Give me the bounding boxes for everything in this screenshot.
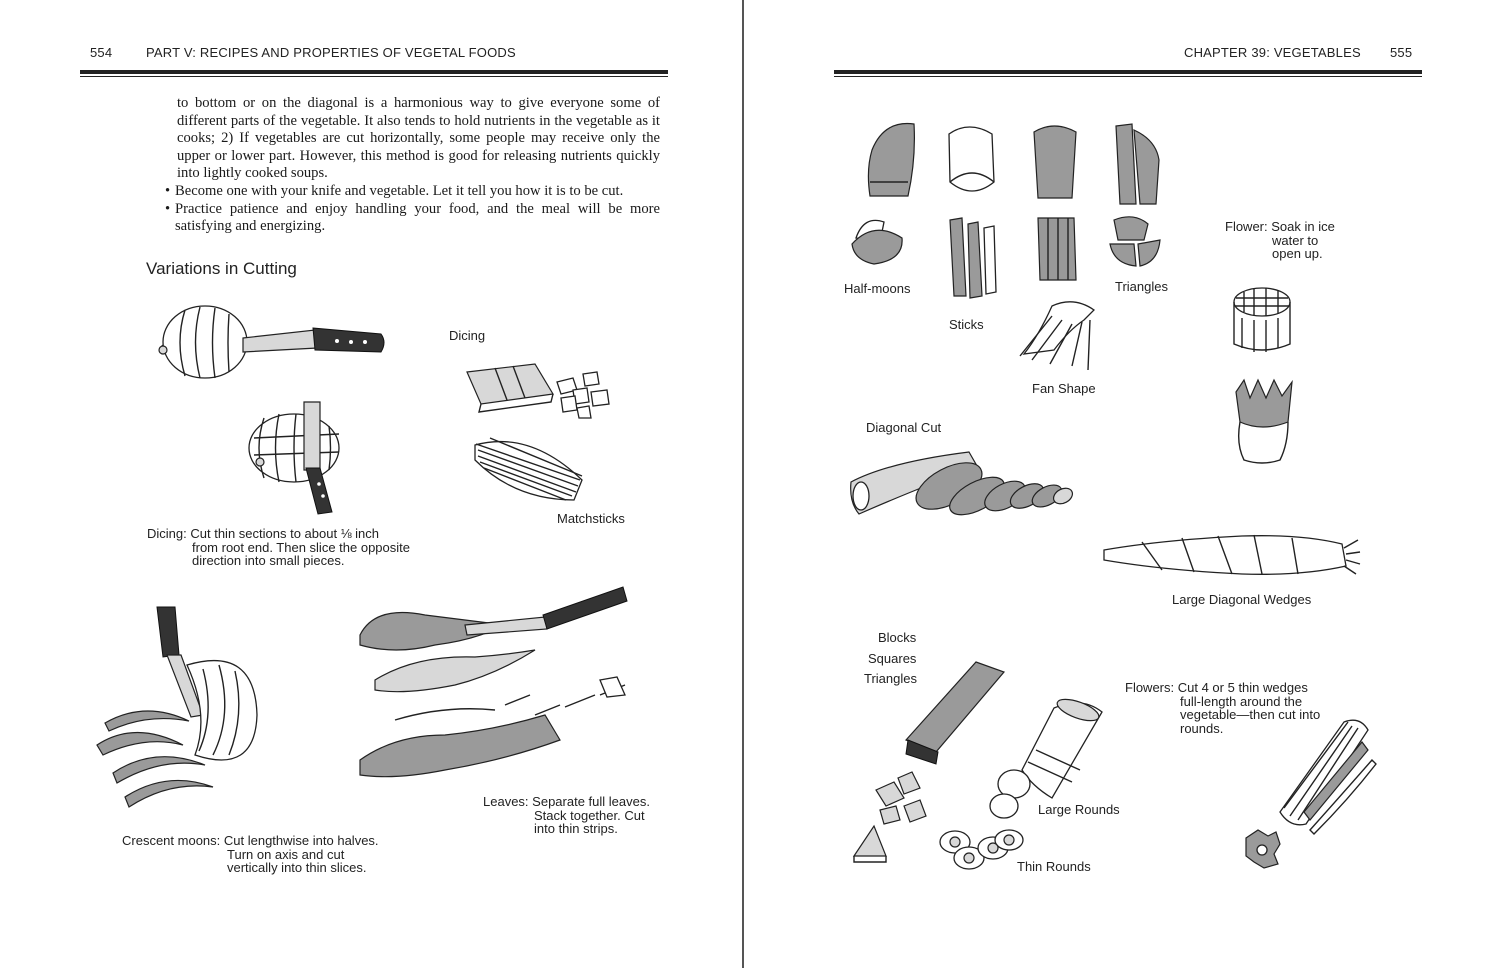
section-heading: Variations in Cutting	[146, 259, 297, 278]
flowers-rounds-illustration	[1244, 712, 1384, 872]
onion-dicing-illustration	[244, 400, 359, 515]
caption-line: Soak in ice	[1271, 219, 1335, 234]
caption-term: Dicing:	[147, 526, 187, 541]
label-sticks: Sticks	[949, 317, 984, 332]
caption-line: Separate full leaves.	[532, 794, 650, 809]
bullet-dot-icon: •	[165, 200, 171, 217]
running-head: CHAPTER 39: VEGETABLES	[1184, 45, 1361, 60]
caption-term: Leaves:	[483, 794, 529, 809]
caption-line: into thin strips.	[534, 821, 618, 836]
label-blocks: Blocks	[878, 630, 917, 645]
caption-term: Flower:	[1225, 219, 1268, 234]
leaves-illustration	[355, 585, 655, 785]
label-large-diagonal-wedges: Large Diagonal Wedges	[1172, 592, 1312, 607]
caption-line: open up.	[1272, 246, 1323, 261]
label-fan-shape: Fan Shape	[1032, 381, 1096, 396]
page-number: 555	[1390, 45, 1413, 60]
caption-line: from root end. Then slice the opposite	[192, 539, 410, 555]
flower-cut-illustration	[1222, 282, 1322, 464]
caption-dicing	[147, 527, 410, 568]
cut-shapes-illustration	[844, 120, 1174, 385]
diced-pieces-illustration	[465, 360, 615, 420]
label-squares: Squares	[868, 651, 917, 666]
label-half-moons: Half-moons	[844, 281, 911, 296]
onion-slicing-illustration	[155, 300, 390, 385]
label-diagonal-cut: Diagonal Cut	[866, 420, 942, 435]
caption-term: Crescent moons:	[122, 833, 221, 848]
running-head: PART V: RECIPES AND PROPERTIES OF VEGETAL FOODS	[146, 45, 516, 60]
header-rule	[80, 70, 668, 74]
header-rule-thin	[80, 76, 668, 77]
caption-line: Cut lengthwise into halves.	[223, 833, 379, 848]
header-rule	[834, 70, 1422, 74]
caption-flower	[1225, 220, 1335, 261]
diagonal-cut-illustration	[849, 452, 1074, 532]
body-text	[165, 95, 660, 236]
right-page	[744, 0, 1500, 968]
header-rule-thin	[834, 76, 1422, 77]
caption-term: Flowers:	[1125, 680, 1175, 695]
caption-line: direction into small pieces.	[192, 553, 345, 568]
crescent-moons-illustration	[95, 605, 265, 820]
bullet-text: Practice patience and enjoy handling your food, and the meal will be more satisfying and energizing.	[175, 200, 660, 235]
large-diagonal-wedges-illustration	[1102, 530, 1362, 580]
left-page	[0, 0, 743, 968]
caption-line: water to	[1272, 232, 1319, 248]
bullet-text: Become one with your knife and vegetable. Let it tell you how it is to be cut.	[175, 182, 624, 199]
caption-line: vertically into thin slices.	[227, 860, 367, 875]
label-matchsticks: Matchsticks	[557, 511, 625, 526]
caption-leaves	[483, 795, 650, 836]
label-thin-rounds: Thin Rounds	[1017, 859, 1091, 874]
matchsticks-illustration	[470, 430, 590, 505]
caption-line: full-length around the	[1180, 693, 1303, 709]
label-triangles: Triangles	[1115, 279, 1168, 294]
caption-line: Stack together. Cut	[534, 807, 645, 823]
caption-crescent-moons	[122, 834, 379, 875]
caption-line: Cut thin sections to about ⅛ inch	[190, 526, 379, 541]
continued-paragraph: to bottom or on the diagonal is a harmonious way to give everyone some of different parts of the vegetable. It also tends to hold nutrients in the vegetable as it cooks; 2) If vegetables are cut horizontally, some people may receive only the upper or lower part. However, this method is good for releasing nutrients quickly into lightly cooked soups.	[177, 95, 660, 182]
caption-line: Turn on axis and cut	[227, 846, 345, 862]
label-large-rounds: Large Rounds	[1038, 802, 1120, 817]
bullet-item	[165, 183, 660, 201]
caption-line: rounds.	[1180, 720, 1224, 736]
label-dicing: Dicing	[449, 328, 486, 343]
caption-line: Cut 4 or 5 thin wedges	[1177, 680, 1308, 695]
bullet-dot-icon: •	[165, 182, 171, 199]
bullet-item	[165, 201, 660, 236]
label-triangles-2: Triangles	[864, 671, 917, 686]
caption-line: vegetable—then cut into	[1180, 707, 1321, 722]
page-number: 554	[90, 45, 113, 60]
